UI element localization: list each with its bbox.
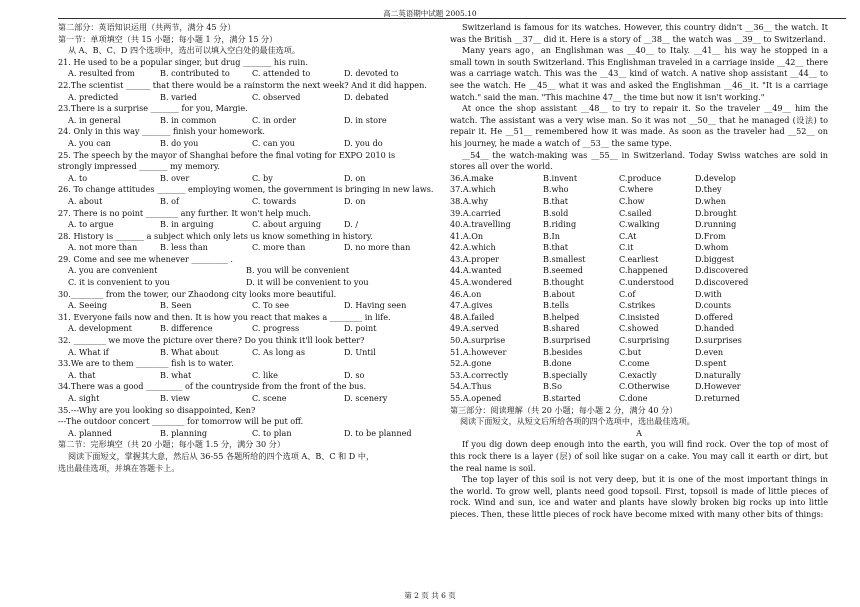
option: B. difference (160, 323, 213, 334)
choice-cell: B.invent (543, 172, 578, 183)
choice-cell: 54.A.Thus (450, 381, 492, 392)
choice-cell: 47.A.gives (450, 300, 493, 311)
choice-cell: 40.A.travelling (450, 219, 511, 230)
option: A. in general (68, 114, 121, 125)
choice-cell: C.walking (619, 219, 660, 230)
option: B. view (160, 393, 190, 403)
page-header: 高二英语期中试题 2005.10 (383, 9, 477, 18)
choice-cell: B.sold (543, 207, 569, 218)
passage-paragraph: If you dig down deep enough into the earth, you will find rock. Over the top of most of this rock there is a layer (层) of soil like sugar on a cake. You may call it earth or dirt, but the real name is soil. (450, 439, 828, 473)
choice-cell: C.At (619, 230, 637, 241)
option: A. not more than (68, 242, 138, 253)
option: D. so (344, 369, 365, 380)
option: B. of (160, 195, 179, 206)
option: B. contributed to (160, 68, 230, 79)
passage-paragraph: The top layer of this soil is not very deep, but it is one of the most important things in the world. To grow well, plants need good topsoil. First, topsoil is made of little pieces of rock. Wind and sun, ice and water and plants have slowly broken big rocks up into little pieces. Then, these little pieces of rock have become mixed with many other bits of things: (450, 474, 828, 519)
passage-label: A (636, 427, 642, 438)
choice-cell: B.smallest (543, 253, 586, 264)
question-stem: 25. The speech by the mayor of Shanghai before the final voting for EXPO 2010 is (58, 149, 396, 160)
choice-cell: C.it (619, 242, 634, 253)
cloze-paragraph: __54__ the watch-making was __55__ in Switzerland. Today Swiss watches are sold in stores all over the world. (450, 149, 828, 172)
choice-cell: D.develop (695, 172, 736, 183)
option: A. planned (68, 427, 112, 438)
option: B. Seen (160, 300, 192, 311)
option: B. varied (160, 91, 197, 102)
option: D. on (344, 195, 366, 206)
option: D. / (344, 219, 359, 230)
question-options (58, 115, 436, 127)
choice-cell: B.surprised (543, 335, 591, 346)
choice-cell: 52.A.gone (450, 358, 492, 369)
option: A. you can (68, 137, 111, 148)
page-footer: 第 2 页 共 6 页 (404, 591, 456, 600)
question-options (58, 277, 436, 289)
option: A. What if (68, 346, 109, 357)
question-options (58, 370, 436, 382)
choice-cell: 46.A.on (450, 288, 482, 299)
option: B. planning (160, 427, 208, 438)
choice-cell: D.whom (695, 242, 729, 253)
option: B. What about (160, 346, 219, 357)
choice-cell: B.done (543, 358, 572, 369)
choice-cell: C.showed (619, 323, 659, 334)
choice-cell: B.besides (543, 346, 583, 357)
choice-cell: 37.A.which (450, 184, 496, 195)
choice-cell: C.come (619, 358, 650, 369)
choice-cell: D.naturally (695, 369, 741, 380)
option: D. debated (344, 91, 389, 102)
choice-cell: B.about (543, 288, 575, 299)
choice-cell: D.returned (695, 393, 740, 403)
option: B. in arguing (160, 219, 214, 230)
option: B. you will be convenient (246, 265, 350, 276)
question-options (58, 347, 436, 359)
choice-cell: 41.A.On (450, 230, 484, 241)
choice-cell: 49.A.served (450, 323, 499, 334)
question-options (58, 219, 436, 231)
choice-cell: B.who (543, 184, 569, 195)
part3-instructions: 阅读下面短文，从短文后所给各项的四个选项中，选出最佳选项。 (460, 416, 695, 427)
part1-title: 第一节：单项填空（共 15 小题；每小题 1 分，满分 15 分） (58, 33, 278, 44)
option: D. you do (344, 137, 383, 148)
choice-cell: C.happened (619, 265, 668, 276)
cloze-passage (450, 22, 828, 173)
option: A. resulted from (68, 68, 135, 79)
option: D. point (344, 323, 377, 334)
option: C. more than (252, 242, 306, 253)
option: C. observed (252, 91, 301, 102)
question-options (58, 242, 436, 254)
question-stem: 27. There is no point ________ any further. It won't help much. (58, 207, 311, 218)
question-stem: 23.There is a surprise _______ for you, Margie. (58, 103, 248, 114)
choice-cell: C.produce (619, 172, 662, 183)
choice-cell: B.In (543, 230, 560, 241)
choice-cell: D.spent (695, 358, 727, 369)
option: C. by (252, 172, 273, 183)
option: A. sight (68, 393, 100, 403)
question-options (58, 300, 436, 312)
cloze-paragraph: At once the shop assistant __48__ to try to repair it. So the traveler __49__ him the watch. The assistant was a very wise man. So it was not __50__ that he managed (设法) to repair it. He __51__ remembered how it was made. As soon as the traveler had __52__ on his journey, he made a watch of __53__ the same type. (450, 103, 828, 148)
option: C. To see (252, 300, 289, 311)
choice-cell: B.shared (543, 323, 580, 334)
option: D. devoted to (344, 68, 399, 79)
question-options (58, 68, 436, 80)
question-stem-cont: strongly impressed _______ my memory. (58, 161, 220, 172)
option: C. in order (252, 114, 297, 125)
question-stem: 34.There was a good _________ of the countryside from the front of the bus. (58, 381, 367, 392)
question-options (58, 323, 436, 335)
option: A. development (68, 323, 132, 334)
part3-title: 第三部分：阅读理解（共 20 小题；每小题 2 分，满分 40 分） (450, 404, 678, 415)
option: D. on (344, 172, 366, 183)
option: D. to be planned (344, 427, 412, 438)
option: D. in store (344, 114, 387, 125)
choice-cell: D.discovered (695, 265, 749, 276)
choice-cell: 51.A.however (450, 346, 507, 357)
question-options (58, 428, 436, 440)
choice-cell: D.biggest (695, 253, 735, 264)
question-stem: 30.________ from the tower, our Zhaodong city looks more beautiful. (58, 288, 337, 299)
right-column (450, 22, 828, 521)
choice-cell: C.done (619, 393, 648, 403)
question-stem: 35.---Why are you looking so disappointed, Ken? (58, 404, 256, 415)
choice-cell: D.discovered (695, 277, 749, 288)
question-options (58, 393, 436, 405)
choice-cell: D.surprises (695, 335, 742, 346)
choice-cell: C.exactly (619, 369, 657, 380)
reading-passage (450, 439, 828, 520)
option: A. to (68, 172, 88, 183)
choice-cell: 36.A.make (450, 172, 494, 183)
cloze-choices-table (450, 173, 828, 405)
choice-cell: D.brought (695, 207, 737, 218)
choice-cell: D.From (695, 230, 726, 241)
choice-cell: B.thought (543, 277, 584, 288)
choice-cell: 45.A.wondered (450, 277, 513, 288)
question-stem: 28. History is _______ a subject which only lets us know something in history. (58, 230, 373, 241)
question-stem: 26. To change attitudes _______ employing women, the government is bringing in new laws. (58, 184, 434, 195)
option: C. it is convenient to you (68, 277, 170, 288)
question-options (58, 92, 436, 104)
choice-cell: D.with (695, 288, 722, 299)
option: D. Until (344, 346, 376, 357)
option: D. Having seen (344, 300, 407, 311)
choice-cell: B.that (543, 195, 569, 206)
option: A. you are convenient (68, 265, 158, 276)
question-options (58, 265, 436, 277)
choice-cell: C.strikes (619, 300, 656, 311)
choice-cell: B.So (543, 381, 562, 392)
choice-cell: 38.A.why (450, 195, 489, 206)
option: B. in common (160, 114, 217, 125)
question-stem: 29. Come and see me whenever _________ . (58, 253, 233, 264)
choice-cell: 43.A.proper (450, 253, 500, 264)
choice-cell: C.how (619, 195, 645, 206)
choice-cell: C.earliest (619, 253, 659, 264)
question-stem: 22.The scientist ______ that there would be a rainstorm the next week? And it did happen. (58, 79, 427, 90)
option: C. attended to (252, 68, 311, 79)
choice-cell: 53.A.correctly (450, 369, 509, 380)
choice-cell: D.they (695, 184, 722, 195)
cloze-paragraph: Many years ago，an Englishman was __40__ to Italy. __41__ his way he stopped in a small town in south Switzerland. This Englishman traveled in a carriage inside __42__ there was a carriage watch. This was the __43__ kind of watch. A native shop assistant __44__ to see the watch. He __45__ what it was and asked the Englishman __46__it. "It is a carriage watch." said the man. "This machine 47__ the time but now it isn't working." (450, 45, 828, 102)
question-options (58, 196, 436, 208)
option: C. scene (252, 393, 287, 403)
choice-cell: 55.A.opened (450, 393, 502, 403)
choice-cell: D.handed (695, 323, 735, 334)
option: C. about arguing (252, 219, 322, 230)
choice-cell: 50.A.surprise (450, 335, 506, 346)
choice-cell: C.where (619, 184, 654, 195)
choice-cell: C.surprising (619, 335, 670, 346)
option: C. towards (252, 195, 297, 206)
option: C. like (252, 369, 278, 380)
choice-cell: D.running (695, 219, 737, 230)
choice-cell: B.started (543, 393, 581, 403)
choice-cell: B.tells (543, 300, 569, 311)
option: B. over (160, 172, 190, 183)
question-stem: 32. ________ we move the picture over there? Do you think it'll look better? (58, 335, 365, 346)
choice-cell: D.However (695, 381, 741, 392)
choice-cell: B.that (543, 242, 569, 253)
choice-cell: B.helped (543, 311, 580, 322)
question-stem: 24. Only in this way _______ finish your homework. (58, 126, 265, 137)
choice-cell: B.riding (543, 219, 577, 230)
part2-instructions-1: 阅读下面短文，掌握其大意，然后从 36-55 各题所给的四个选项 A、B、C 和 D 中， (68, 450, 375, 461)
option: A. Seeing (68, 300, 108, 311)
question-options (58, 173, 436, 185)
part2-instructions-2: 选出最佳选项，并填在答题卡上。 (58, 462, 180, 473)
section-title: 第二部分：英语知识运用（共两节，满分 45 分） (58, 22, 236, 32)
option: C. can you (252, 137, 295, 148)
choice-cell: C.of (619, 288, 636, 299)
option: D. no more than (344, 242, 411, 253)
option: C. to plan (252, 427, 292, 438)
choice-cell: D.even (695, 346, 724, 357)
part1-instructions: 从 A、B、C、D 四个选项中，选出可以填入空白处的最佳选项。 (68, 45, 300, 56)
cloze-paragraph: Switzerland is famous for its watches. However, this country didn't __36__ the watch. It was the British __37__ did it. Here is a story of __38__ the watch was __39__ to Switzerland. (450, 22, 828, 44)
choice-cell: 44.A.wanted (450, 265, 502, 276)
question-options (58, 138, 436, 150)
question-stem: 21. He used to be a popular singer, but drug _______ his ruin. (58, 56, 308, 67)
choice-cell: B.seemed (543, 265, 583, 276)
choice-cell: C.but (619, 346, 642, 357)
option: D. scenery (344, 393, 388, 403)
choice-cell: C.sailed (619, 207, 652, 218)
choice-cell: 48.A.failed (450, 311, 495, 322)
choice-cell: 42.A.which (450, 242, 496, 253)
choice-cell: C.understood (619, 277, 675, 288)
choice-cell: D.when (695, 195, 726, 206)
choice-cell: C.Otherwise (619, 381, 670, 392)
option: A. to argue (68, 219, 114, 230)
single-choice-questions (58, 57, 436, 440)
option: A. that (68, 369, 96, 380)
choice-cell: B.specially (543, 369, 588, 380)
question-stem: 33.We are to them ________ fish is to water. (58, 358, 234, 369)
option: A. about (68, 195, 103, 206)
option: D. it will be convenient to you (246, 277, 369, 288)
question-stem-cont: ---The outdoor concert ________ for tomorrow will be put off. (58, 416, 304, 427)
option: B. less than (160, 242, 208, 253)
choice-cell: D.offered (695, 311, 734, 322)
part2-title: 第二节：完形填空（共 20 小题；每小题 1.5 分，满分 30 分） (58, 439, 285, 450)
question-stem: 31. Everyone fails now and then. It is how you react that makes a ________ in life. (58, 311, 391, 322)
option: B. do you (160, 137, 199, 148)
option: C. As long as (252, 346, 306, 357)
left-column (58, 22, 436, 474)
option: B. what (160, 369, 192, 380)
option: A. predicted (68, 91, 119, 102)
header-rule (58, 18, 846, 19)
option: C. progress (252, 323, 300, 334)
choice-cell: D.counts (695, 300, 732, 311)
choice-cell: C.insisted (619, 311, 660, 322)
choice-cell: 39.A.carried (450, 207, 501, 218)
